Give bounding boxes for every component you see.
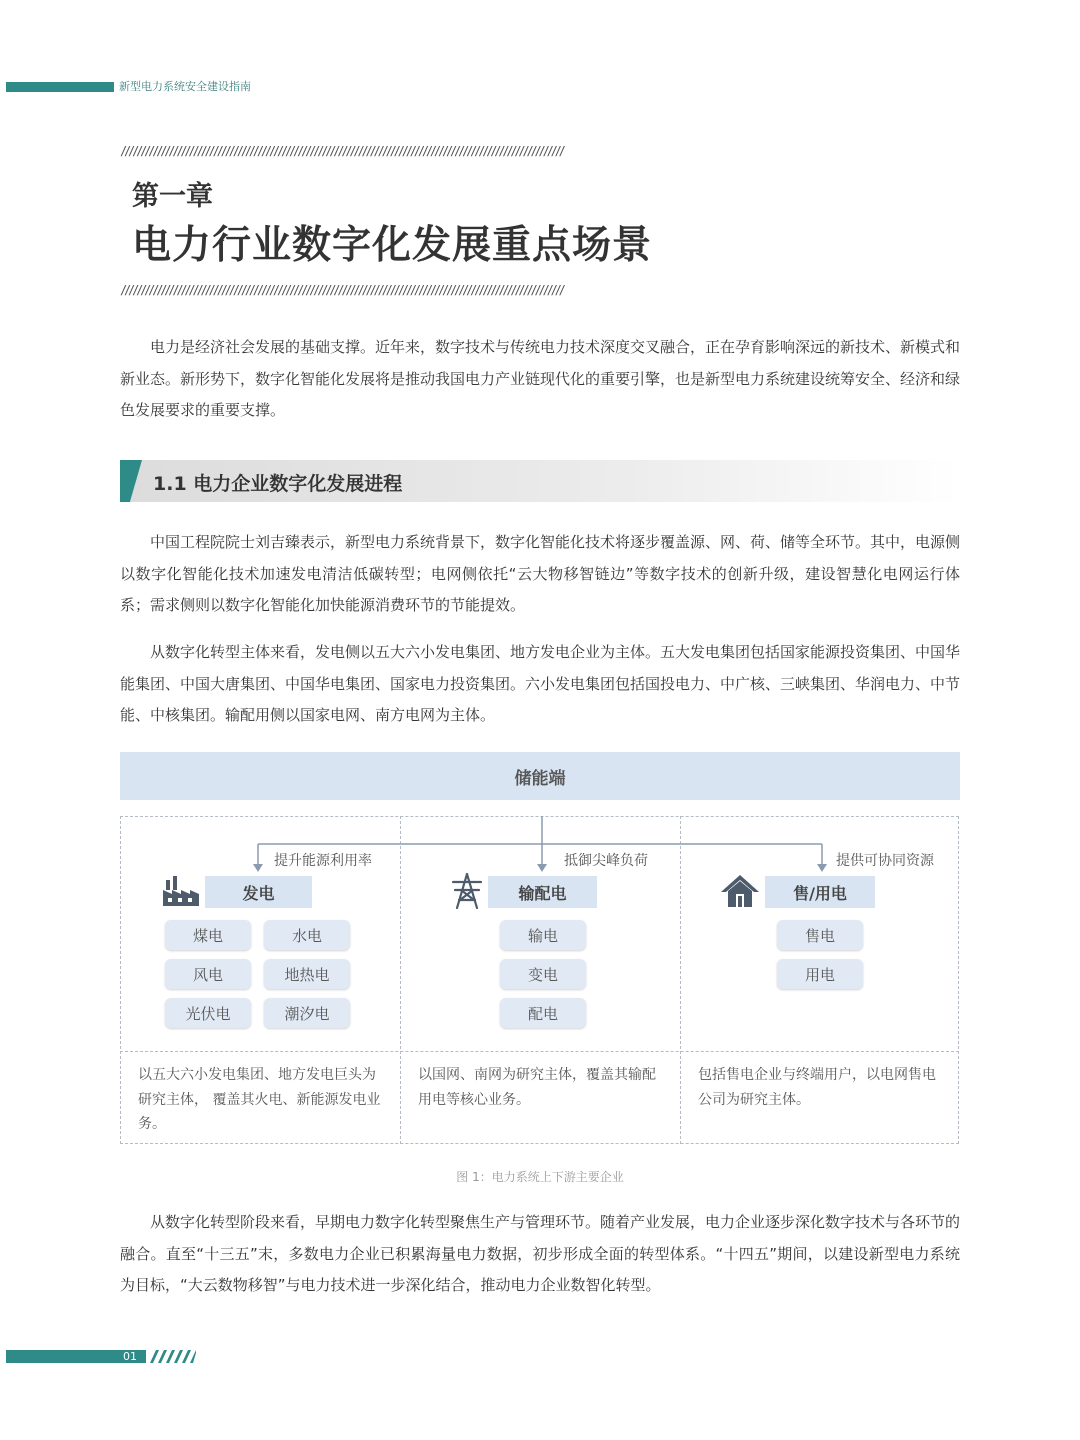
figure-storage-header: 储能端: [120, 752, 960, 800]
footer-accent-bar: [6, 1350, 146, 1363]
figure-caption: 图 1：电力系统上下游主要企业: [456, 1170, 624, 1184]
arrow-label-transmission: 抵御尖峰负荷: [564, 853, 648, 869]
body-paragraph: 从数字化转型阶段来看，早期电力数字化转型聚焦生产与管理环节。随着产业发展，电力企业逐步深化数字技术与各环节的融合。直至“十三五”末，多数电力企业已积累海量电力数据，初步形成全面的转型体系。“十四五”期间，以建设新型电力系统为目标，“大云数物移智”与电力技术进一步深化结合，推动电力企业数智化转型。: [120, 1213, 961, 1294]
arrow-label-generation: 提升能源利用率: [274, 853, 372, 869]
decorative-slash-line-top: //////////////////////////////////////////////////////////////////////////////////////////////////////////////: [120, 144, 563, 158]
body-paragraph: 中国工程院院士刘吉臻表示，新型电力系统背景下，数字化智能化技术将逐步覆盖源、网、荷、储等全环节。其中，电源侧以数字化智能化技术加速发电清洁低碳转型；电网侧依托“云大物移智链边”等数字技术的创新升级，建设智慧化电网运行体系；需求侧则以数字化智能化加快能源消费环节的节能提效。: [120, 533, 961, 614]
page-number: 01: [123, 1350, 137, 1363]
body-paragraph: 从数字化转型主体来看，发电侧以五大六小发电集团、地方发电企业为主体。五大发电集团包括国家能源投资集团、中国华能集团、中国大唐集团、中国华电集团、国家电力投资集团。六小发电集团包括国投电力、中广核、三峡集团、华润电力、中节能、中核集团。输配用侧以国家电网、南方电网为主体。: [120, 643, 961, 724]
generation-chip: 水电: [264, 920, 350, 950]
arrow-label-retail: 提供可协同资源: [836, 853, 934, 869]
factory-icon: [162, 874, 200, 908]
decorative-slash-line-bottom: //////////////////////////////////////////////////////////////////////////////////////////////////////////////: [120, 283, 563, 297]
column-description-retail: 包括售电企业与终端用户，以电网售电公司为研究主体。: [698, 1067, 936, 1108]
generation-chip: 煤电: [165, 920, 251, 950]
retail-chip: 售电: [777, 920, 863, 950]
transmission-chip: 输电: [500, 920, 586, 950]
transmission-tower-icon: [450, 872, 484, 910]
section-title: 1.1 电力企业数字化发展进程: [153, 473, 403, 495]
retail-chip: 用电: [777, 959, 863, 989]
chapter-title: 电力行业数字化发展重点场景: [132, 223, 653, 268]
figure-row-divider: [120, 1051, 959, 1052]
figure-connector-arrows: [120, 800, 960, 880]
column-description-transmission: 以国网、南网为研究主体，覆盖其输配用电等核心业务。: [418, 1067, 656, 1108]
running-header-title: 新型电力系统安全建设指南: [119, 80, 251, 93]
generation-chip: 风电: [165, 959, 251, 989]
category-retail: 售/用电: [765, 876, 875, 908]
house-icon: [720, 874, 760, 908]
generation-chip: 光伏电: [165, 998, 251, 1028]
generation-chip: 地热电: [264, 959, 350, 989]
category-transmission: 输配电: [488, 876, 597, 908]
transmission-chip: 配电: [500, 998, 586, 1028]
chapter-number: 第一章: [132, 181, 213, 212]
header-accent-bar: [6, 82, 114, 92]
intro-paragraph: 电力是经济社会发展的基础支撑。近年来，数字技术与传统电力技术深度交叉融合，正在孕育影响深远的新技术、新模式和新业态。新形势下，数字化智能化发展将是推动我国电力产业链现代化的重要引擎，也是新型电力系统建设统筹安全、经济和绿色发展要求的重要支撑。: [120, 338, 961, 419]
transmission-chip: 变电: [500, 959, 586, 989]
footer-stripes-decoration: [146, 1350, 196, 1363]
generation-chip: 潮汐电: [264, 998, 350, 1028]
column-description-generation: 以五大六小发电集团、地方发电巨头为研究主体， 覆盖其火电、新能源发电业务。: [138, 1067, 381, 1132]
category-generation: 发电: [205, 876, 312, 908]
